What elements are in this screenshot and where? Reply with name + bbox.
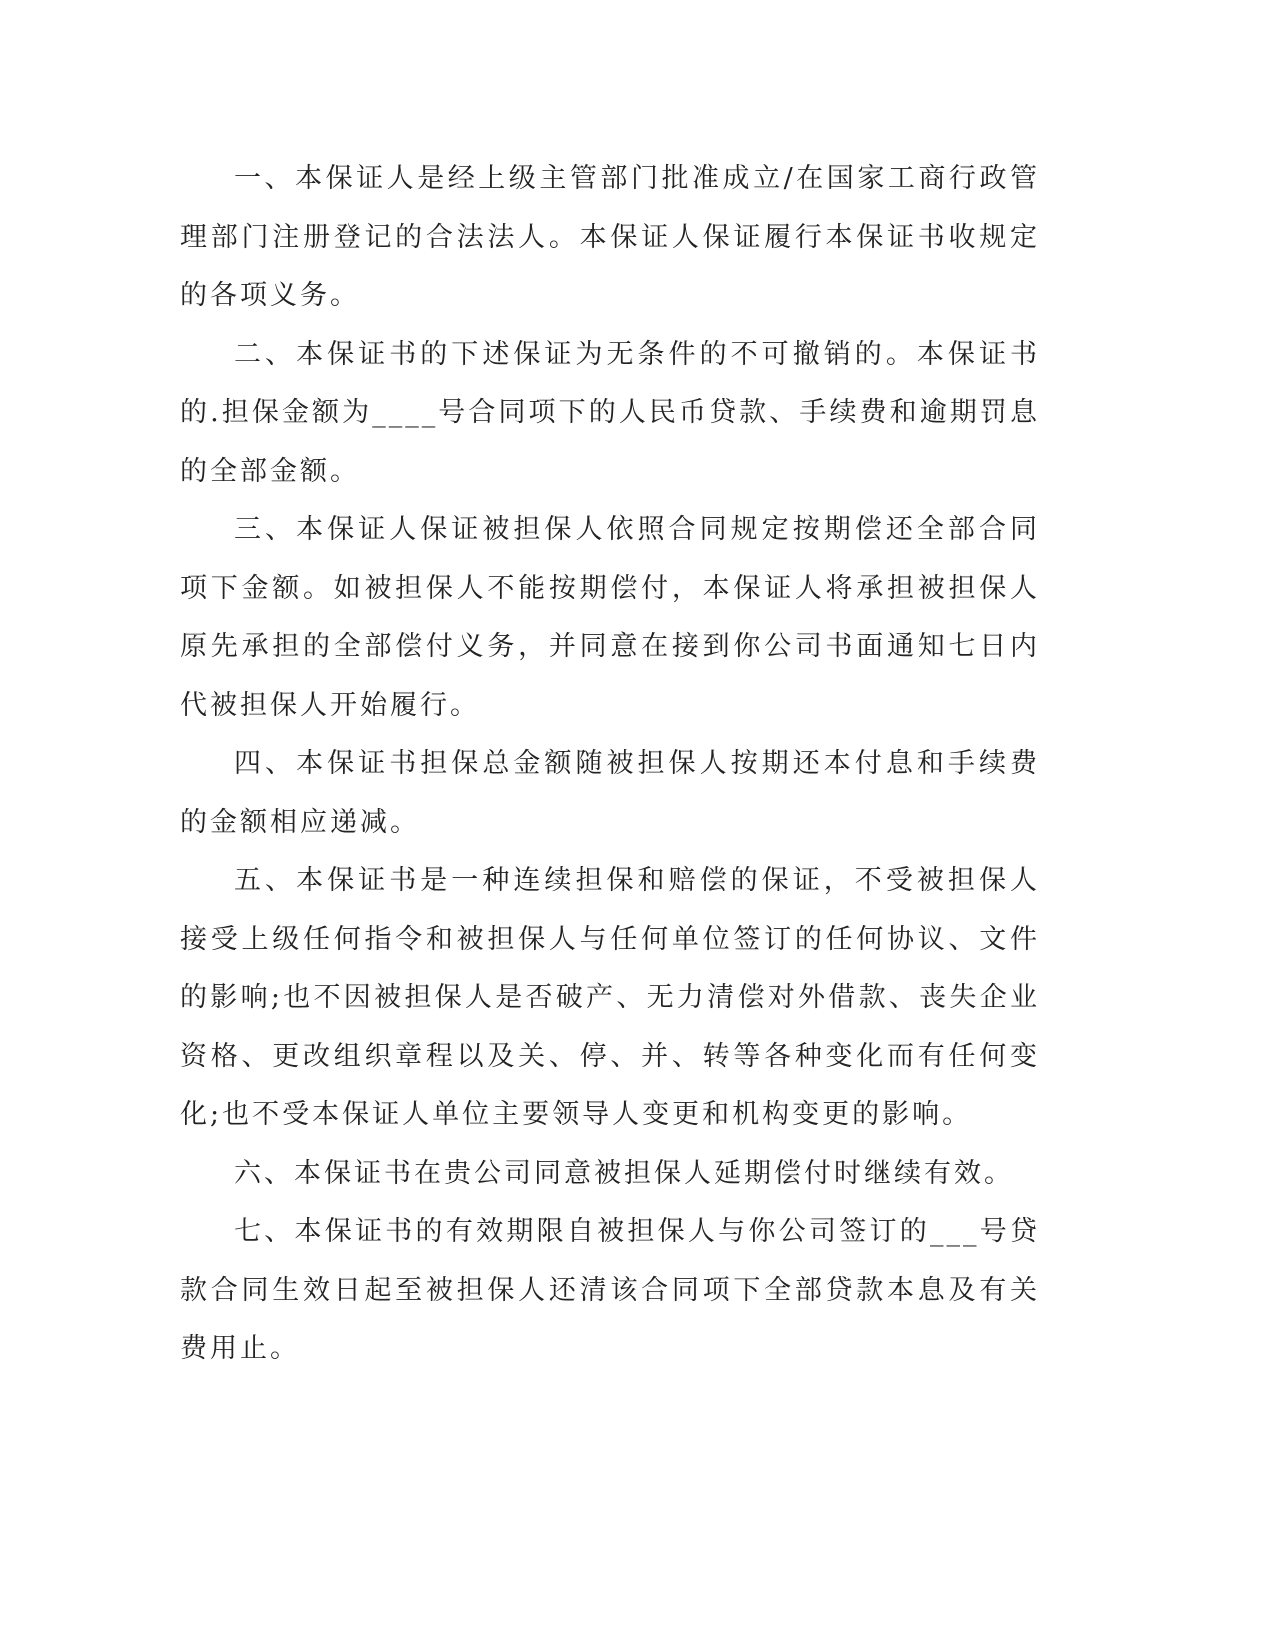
paragraph-7: 七、本保证书的有效期限自被担保人与你公司签订的___号贷款合同生效日起至被担保人还清该合同项下全部贷款本息及有关费用止。	[180, 1216, 1040, 1364]
paragraph-1: 一、本保证人是经上级主管部门批准成立/在国家工商行政管理部门注册登记的合法法人。本保证人保证履行本保证书收规定的各项义务。	[180, 163, 1040, 311]
paragraph-2: 二、本保证书的下述保证为无条件的不可撤销的。本保证书的.担保金额为____号合同项下的人民币贷款、手续费和逾期罚息的全部金额。	[180, 338, 1040, 487]
paragraph-4: 四、本保证书担保总金额随被担保人按期还本付息和手续费的金额相应递减。	[180, 748, 1040, 838]
document-body	[180, 150, 1040, 1379]
paragraph-6: 六、本保证书在贵公司同意被担保人延期偿付时继续有效。	[234, 1157, 1014, 1189]
paragraph-3: 三、本保证人保证被担保人依照合同规定按期偿还全部合同项下金额。如被担保人不能按期偿付，本保证人将承担被担保人原先承担的全部偿付义务，并同意在接到你公司书面通知七日内代被担保人开始履行。	[180, 514, 1040, 721]
paragraph-5: 五、本保证书是一种连续担保和赔偿的保证，不受被担保人接受上级任何指令和被担保人与任何单位签订的任何协议、文件的影响;也不因被担保人是否破产、无力清偿对外借款、丧失企业资格、更改组织章程以及关、停、并、转等各种变化而有任何变化;也不受本保证人单位主要领导人变更和机构变更的影响。	[180, 865, 1040, 1130]
